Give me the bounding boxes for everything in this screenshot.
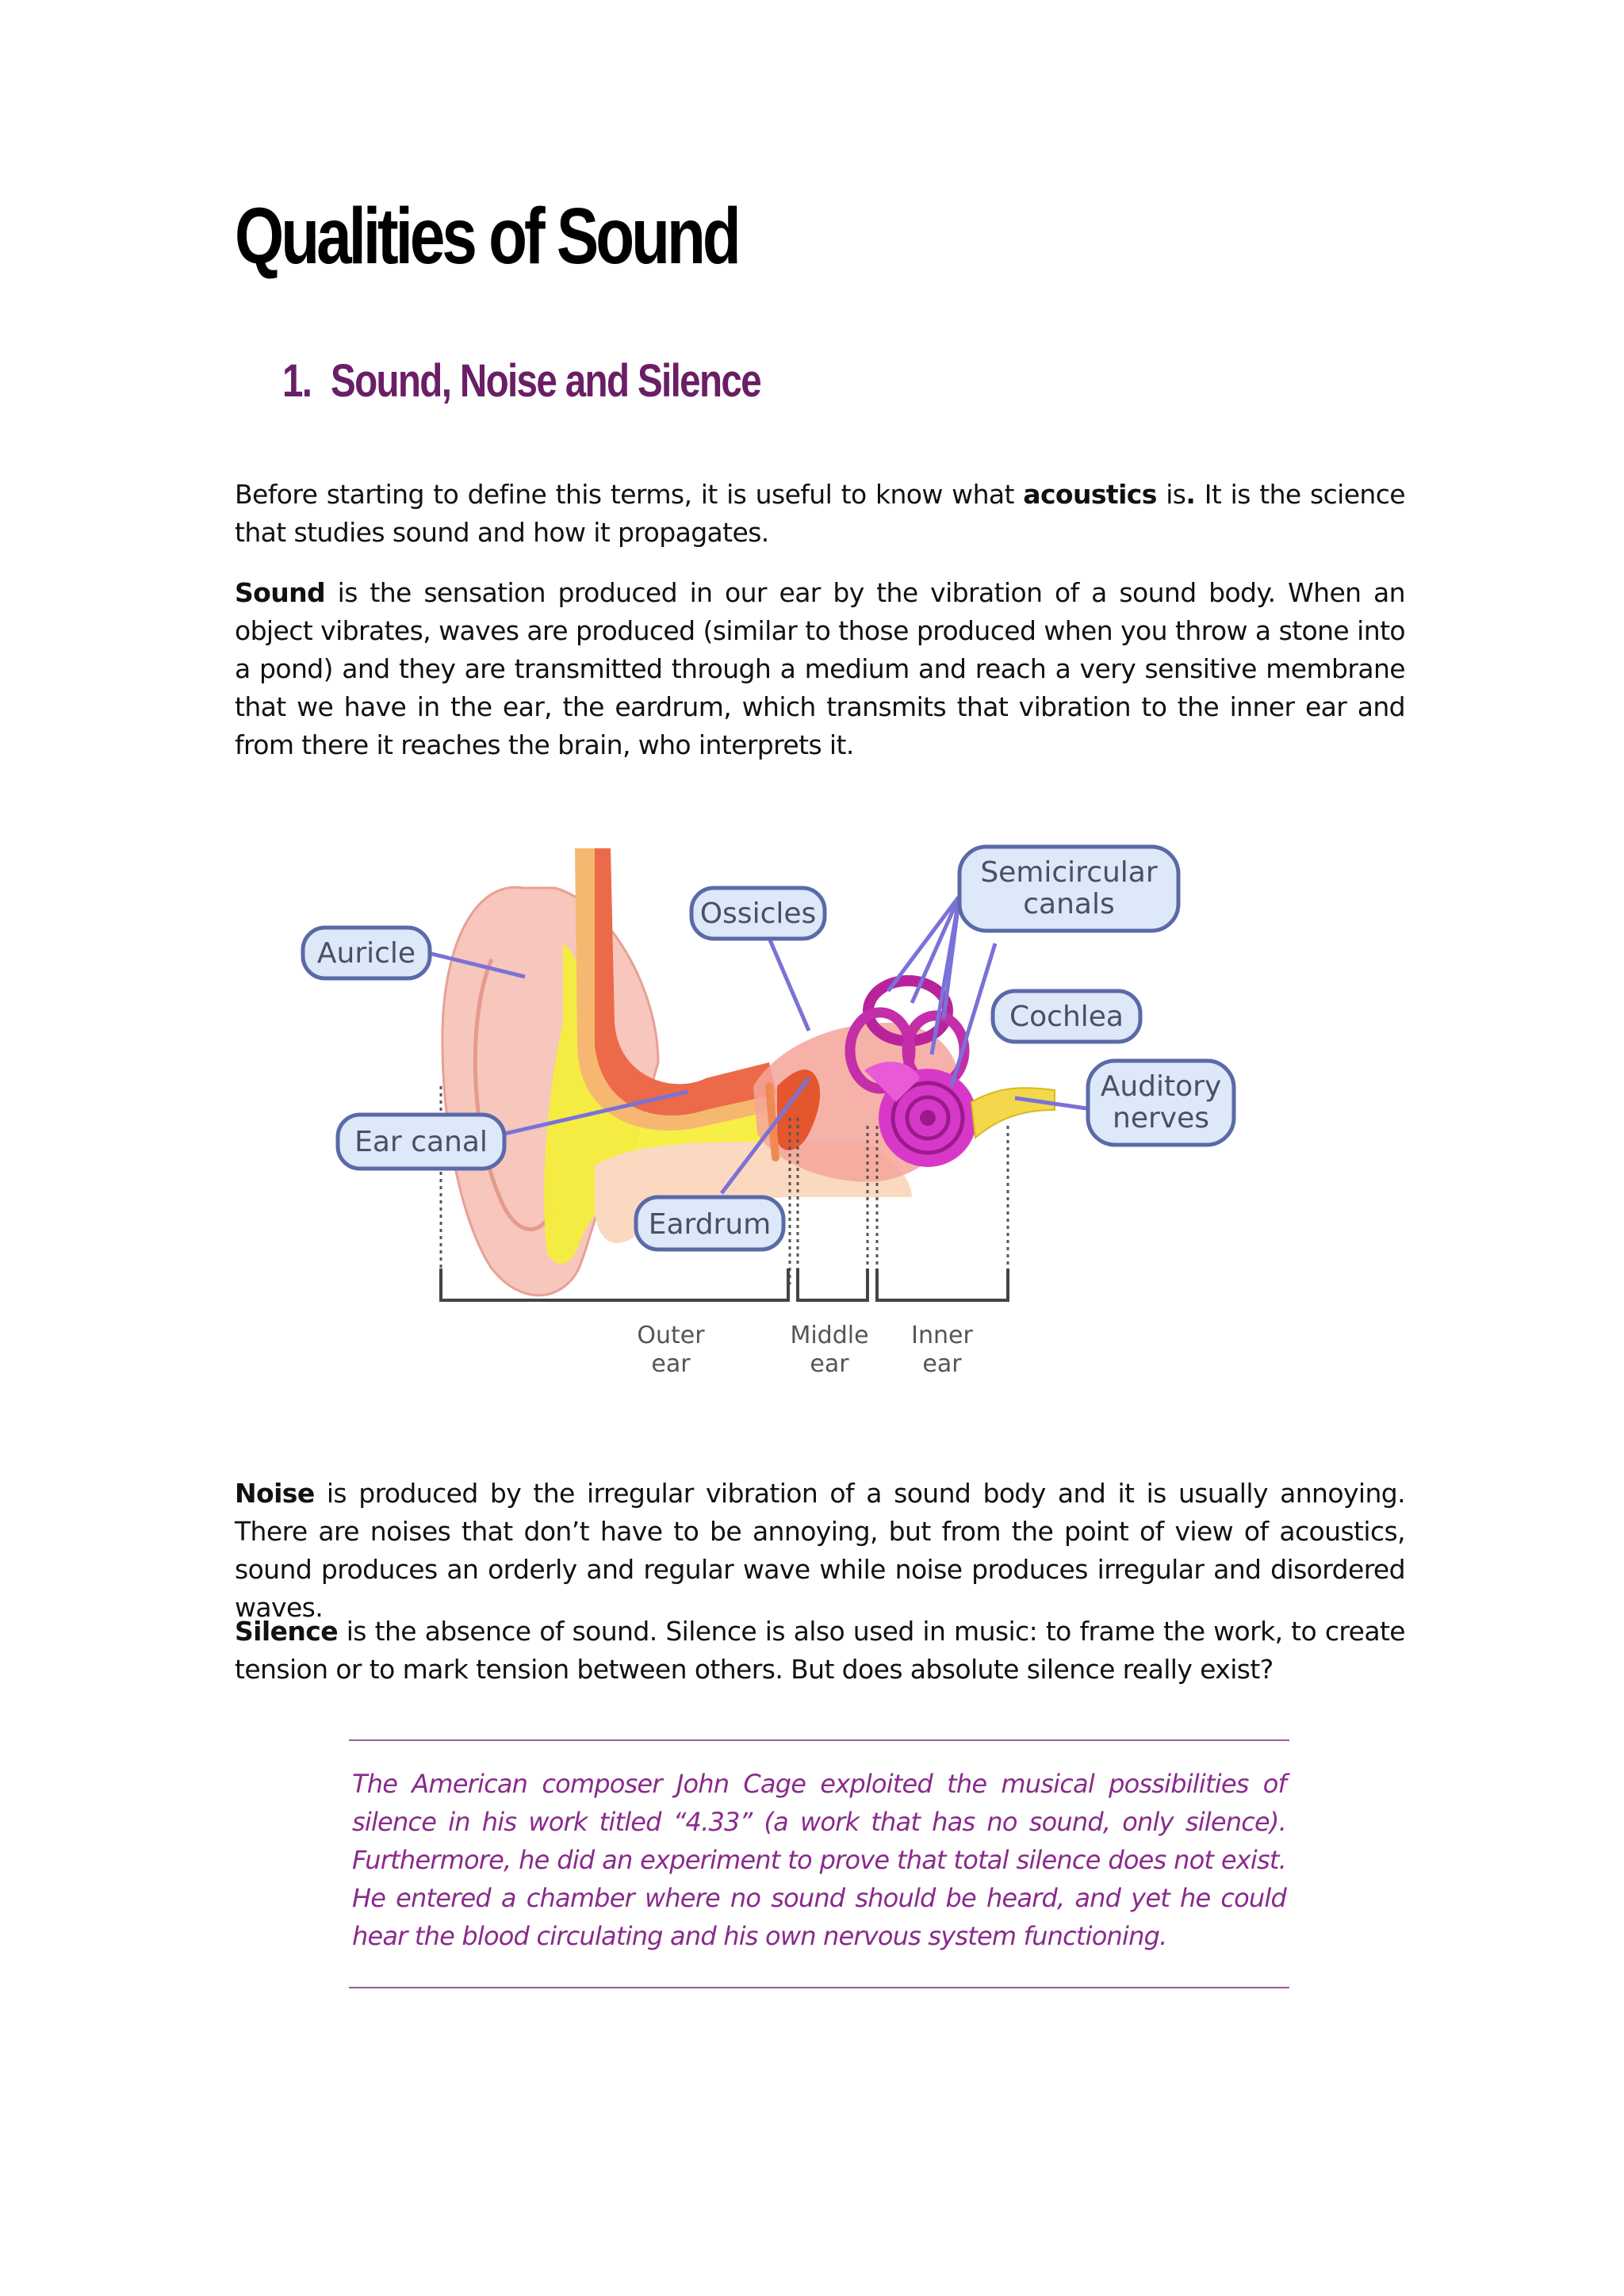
intro-period: . (1185, 479, 1196, 510)
noise-definition: is produced by the irregular vibration of a sound body and it is usually annoying. There are noises that don’t have to be annoying, but from the point of view of acoustics, sound produces an orderly and regular wave while noise produces irregular and disordered waves. (235, 1478, 1405, 1623)
intro-is-text: is (1156, 479, 1186, 510)
label-semicircular-canals (959, 847, 1178, 931)
section-heading (282, 355, 761, 407)
quote-bottom-rule (349, 1987, 1289, 1988)
term-silence: Silence (235, 1616, 339, 1647)
ear-anatomy-diagram (262, 825, 1308, 1411)
term-noise: Noise (235, 1478, 315, 1509)
term-acoustics: acoustics (1023, 479, 1157, 510)
page-title: Qualities of Sound (235, 192, 738, 281)
intro-text: Before starting to define this terms, it is useful to know what (235, 479, 1024, 510)
label-auricle (303, 928, 430, 978)
label-cochlea-text: Cochlea (1009, 1001, 1124, 1033)
intro-paragraph (235, 476, 1405, 552)
noise-paragraph (235, 1475, 1405, 1627)
john-cage-quote: The American composer John Cage exploited the musical possibilities of silence in his work titled “4.33” (a work that has no sound, only silence). Furthermore, he did an experiment to prove that total silence does not exist. He entered a chamber where no sound should be heard, and yet he could hear the blood circulating and his own nervous system functioning. (352, 1769, 1286, 1951)
caption-inner-2: ear (922, 1350, 962, 1378)
label-auditory-nerves (1088, 1061, 1234, 1145)
label-cochlea (993, 991, 1140, 1042)
silence-paragraph (235, 1613, 1405, 1689)
sound-paragraph (235, 574, 1405, 764)
silence-definition: is the absence of sound. Silence is also used in music: to frame the work, to create tension or to mark tension between others. But does absolute silence really exist? (235, 1616, 1405, 1685)
intro-after-text: It is the science that studies sound and how it propagates. (235, 479, 1405, 548)
label-ear-canal (338, 1115, 504, 1169)
label-auricle-text: Auricle (316, 937, 416, 970)
caption-middle-1: Middle (790, 1322, 869, 1349)
caption-inner-1: Inner (911, 1322, 973, 1349)
section-title: Sound, Noise and Silence (330, 355, 761, 407)
caption-outer-2: ear (651, 1350, 691, 1378)
term-sound: Sound (235, 577, 326, 608)
section-captions (637, 1322, 973, 1378)
section-number: 1. (282, 355, 312, 407)
auditory-nerve-shape (971, 1088, 1055, 1138)
label-auditory-text-1: Auditory (1100, 1070, 1222, 1103)
quote-top-rule (349, 1739, 1289, 1741)
inner-ear-bracket (877, 1269, 1008, 1300)
label-ossicles-text: Ossicles (699, 897, 817, 930)
label-ear-canal-text: Ear canal (354, 1126, 488, 1158)
outer-ear-bracket (441, 1269, 788, 1300)
label-eardrum-text: Eardrum (648, 1208, 772, 1241)
label-ossicles (691, 888, 825, 939)
sound-definition: is the sensation produced in our ear by the vibration of a sound body. When an object vibrates, waves are produced (similar to those produced when you throw a stone into a pond) and they are transmitted through a medium and reach a very sensitive membrane that we have in the ear, the eardrum, which transmits that vibration to the inner ear and from there it reaches the brain, who interprets it. (235, 577, 1405, 760)
middle-ear-bracket (798, 1269, 868, 1300)
label-auditory-text-2: nerves (1113, 1102, 1209, 1135)
caption-middle-2: ear (810, 1350, 849, 1378)
label-eardrum (636, 1197, 783, 1249)
caption-outer-1: Outer (637, 1322, 705, 1349)
label-semicircular-text-2: canals (1023, 888, 1115, 920)
label-semicircular-text-1: Semicircular (980, 856, 1158, 889)
